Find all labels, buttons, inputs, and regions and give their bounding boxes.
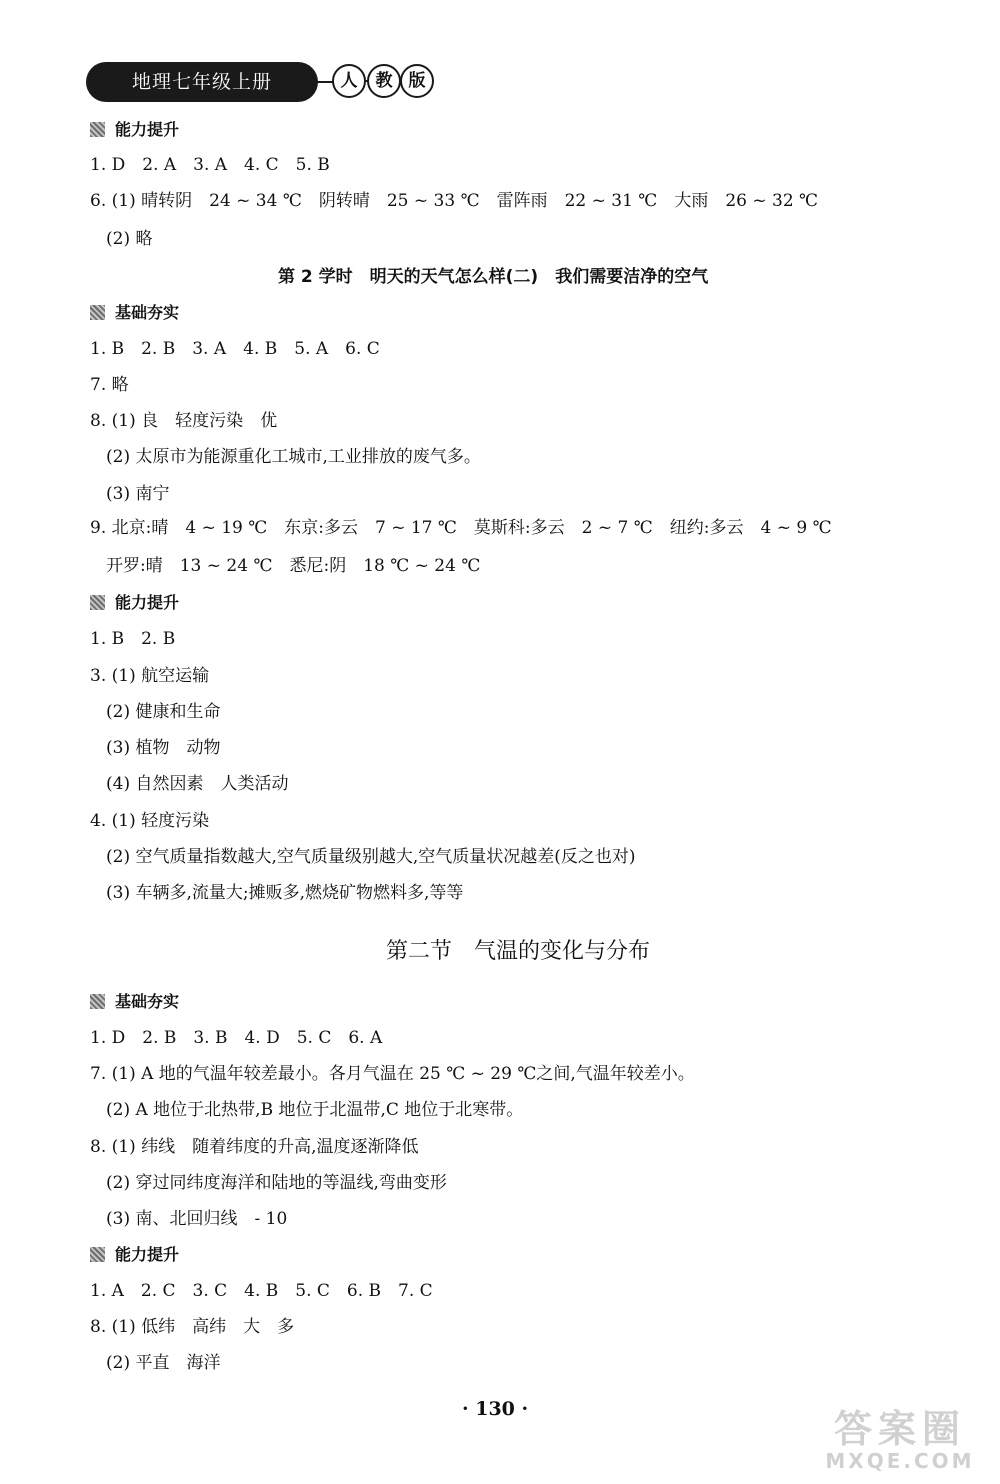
- answer-line: 8. (1) 纬线 随着纬度的升高,温度逐渐降低: [90, 1137, 419, 1157]
- lesson-title: 第 2 学时 明天的天气怎么样(二) 我们需要洁净的空气: [278, 267, 709, 287]
- answer-line: (3) 南、北回归线 - 10: [106, 1209, 288, 1229]
- answer-line: 6. (1) 晴转阴 24 ~ 34 ℃ 阴转晴 25 ~ 33 ℃ 雷阵雨 22 ~ 31 ℃ 大雨 26 ~ 32 ℃: [90, 191, 819, 211]
- book-title-header: 地理七年级上册: [86, 62, 318, 102]
- answer-line: 1. D 2. A 3. A 4. C 5. B: [90, 155, 330, 175]
- answer-line: 8. (1) 低纬 高纬 大 多: [90, 1317, 295, 1337]
- section-heading-ability: 能力提升: [90, 119, 179, 141]
- section-marker-icon: [90, 1247, 105, 1262]
- answer-line: (3) 南宁: [106, 484, 170, 504]
- answer-line: (2) 穿过同纬度海洋和陆地的等温线,弯曲变形: [106, 1173, 447, 1193]
- section-heading-ability: 能力提升: [90, 1244, 179, 1266]
- watermark-logo: [810, 1408, 990, 1472]
- answer-line: (2) 空气质量指数越大,空气质量级别越大,空气质量状况越差(反之也对): [106, 847, 636, 867]
- section-title: 第二节 气温的变化与分布: [386, 939, 651, 964]
- answer-line: 9. 北京:晴 4 ~ 19 ℃ 东京:多云 7 ~ 17 ℃ 莫斯科:多云 2 ~ 7 ℃ 纽约:多云 4 ~ 9 ℃: [90, 518, 832, 538]
- answer-line: 8. (1) 良 轻度污染 优: [90, 411, 278, 431]
- section-heading-foundation: 基础夯实: [90, 302, 179, 324]
- section-marker-icon: [90, 994, 105, 1009]
- answer-line: 1. D 2. B 3. B 4. D 5. C 6. A: [90, 1028, 383, 1048]
- edition-badge-2: 教: [367, 64, 401, 98]
- edition-badge-1: 人: [332, 64, 366, 98]
- answer-line: 4. (1) 轻度污染: [90, 811, 210, 831]
- watermark-url: MXQE.COM: [825, 1449, 975, 1473]
- answer-line: (2) 健康和生命: [106, 702, 221, 722]
- answer-line: (3) 植物 动物: [106, 738, 221, 758]
- page-number: · 130 ·: [462, 1398, 529, 1420]
- answer-line: 1. B 2. B 3. A 4. B 5. A 6. C: [90, 339, 380, 359]
- answer-line: 开罗:晴 13 ~ 24 ℃ 悉尼:阴 18 ℃ ~ 24 ℃: [106, 556, 481, 576]
- edition-badge-3: 版: [400, 64, 434, 98]
- section-marker-icon: [90, 305, 105, 320]
- watermark-text: 答案圈: [833, 1407, 966, 1451]
- answer-line: (2) A 地位于北热带,B 地位于北温带,C 地位于北寒带。: [106, 1100, 524, 1120]
- answer-line: (2) 太原市为能源重化工城市,工业排放的废气多。: [106, 447, 481, 467]
- answer-line: (2) 平直 海洋: [106, 1353, 221, 1373]
- answer-line: 7. 略: [90, 375, 129, 395]
- answer-line: 1. B 2. B: [90, 629, 176, 649]
- answer-line: (3) 车辆多,流量大;摊贩多,燃烧矿物燃料多,等等: [106, 883, 464, 903]
- answer-line: 3. (1) 航空运输: [90, 666, 210, 686]
- section-heading-foundation: 基础夯实: [90, 991, 179, 1013]
- answer-line: (4) 自然因素 人类活动: [106, 774, 289, 794]
- answer-line: (2) 略: [106, 229, 153, 249]
- section-marker-icon: [90, 122, 105, 137]
- answer-line: 7. (1) A 地的气温年较差最小。各月气温在 25 ℃ ~ 29 ℃之间,气温年较差小。: [90, 1064, 695, 1084]
- answer-line: 1. A 2. C 3. C 4. B 5. C 6. B 7. C: [90, 1281, 433, 1301]
- section-heading-ability: 能力提升: [90, 592, 179, 614]
- section-marker-icon: [90, 595, 105, 610]
